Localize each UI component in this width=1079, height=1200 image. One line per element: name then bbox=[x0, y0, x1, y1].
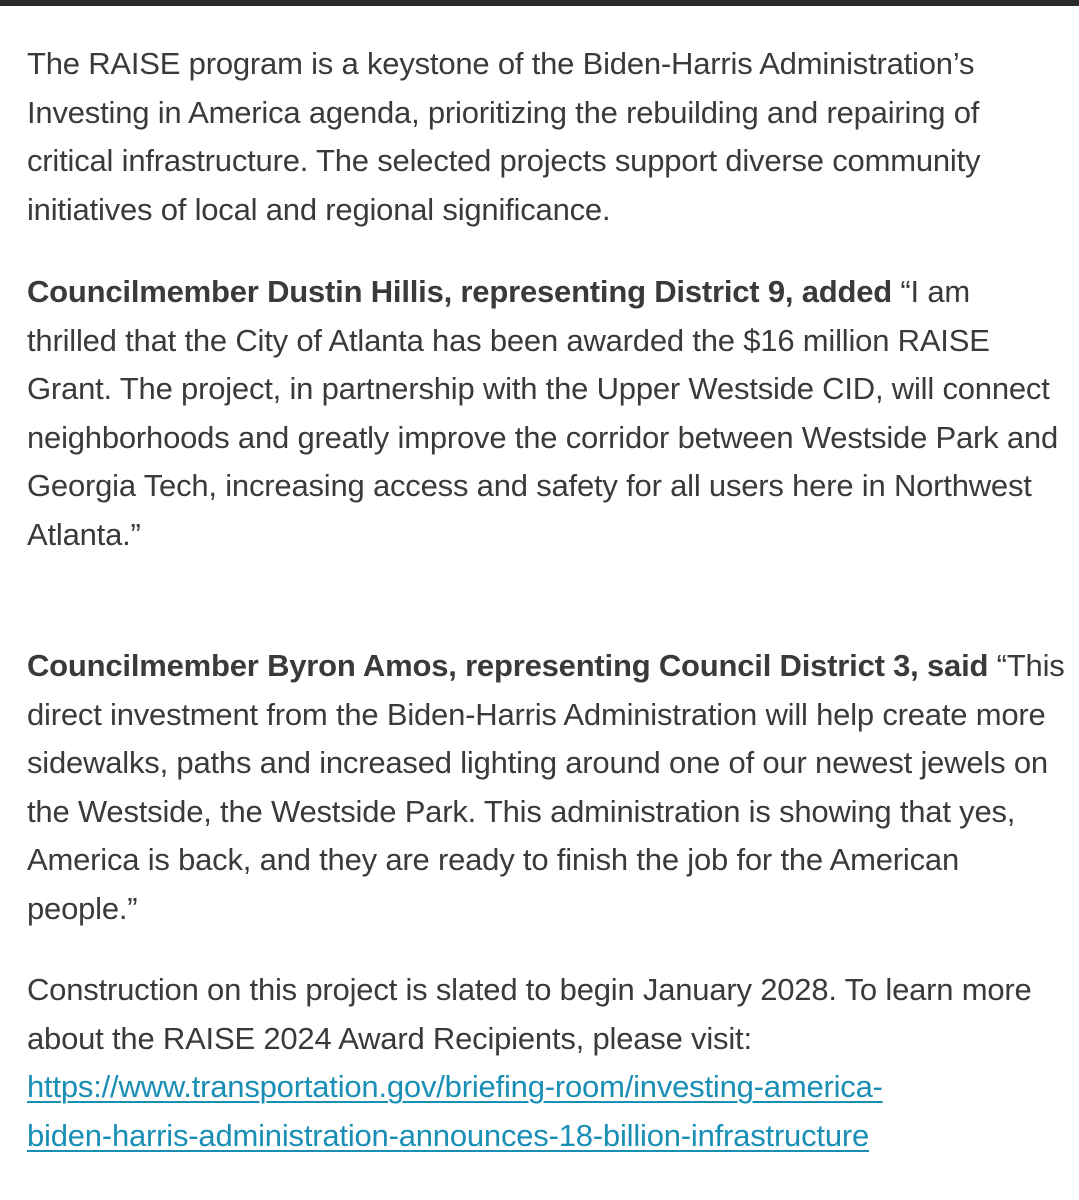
paragraph-hillis-quote bbox=[27, 268, 1067, 559]
paragraph-raise-program: The RAISE program is a keystone of the Biden-Harris Administration’s Investing in America agenda, prioritizing the rebuilding and repairing of critical infrastructure. The selected projects support diverse community initiatives of local and regional significance. bbox=[27, 46, 981, 227]
top-bar bbox=[0, 0, 1079, 6]
transportation-gov-link[interactable] bbox=[27, 1069, 883, 1153]
link-line-2: biden-harris-administration-announces-18-billion-infrastructure bbox=[27, 1117, 870, 1153]
paragraph-construction bbox=[27, 966, 1067, 1160]
hillis-attribution: Councilmember Dustin Hillis, representing District 9, added bbox=[27, 274, 892, 309]
hillis-quote-text: “I am thrilled that the City of Atlanta has been awarded the $16 million RAISE Grant. The project, in partnership with the Upper Westside CID, will connect neighborhoods and greatly improve the corridor between Westside Park and Georgia Tech, increasing access and safety for all users here in Northwest Atlanta.” bbox=[27, 274, 1059, 552]
article-body bbox=[27, 40, 1067, 1160]
construction-text: Construction on this project is slated to begin January 2028. To learn more about the RAISE 2024 Award Recipients, please visit: bbox=[27, 972, 1032, 1056]
amos-attribution: Councilmember Byron Amos, representing Council District 3, said bbox=[27, 648, 989, 683]
paragraph-amos-quote bbox=[27, 642, 1067, 933]
amos-quote-text: “This direct investment from the Biden-Harris Administration will help create more sidewalks, paths and increased lighting around one of our newest jewels on the Westside, the Westside Park. This administration is showing that yes, America is back, and they are ready to finish the job for the American people.” bbox=[27, 648, 1065, 926]
link-line-1: https://www.transportation.gov/briefing-room/investing-america- bbox=[27, 1069, 883, 1104]
